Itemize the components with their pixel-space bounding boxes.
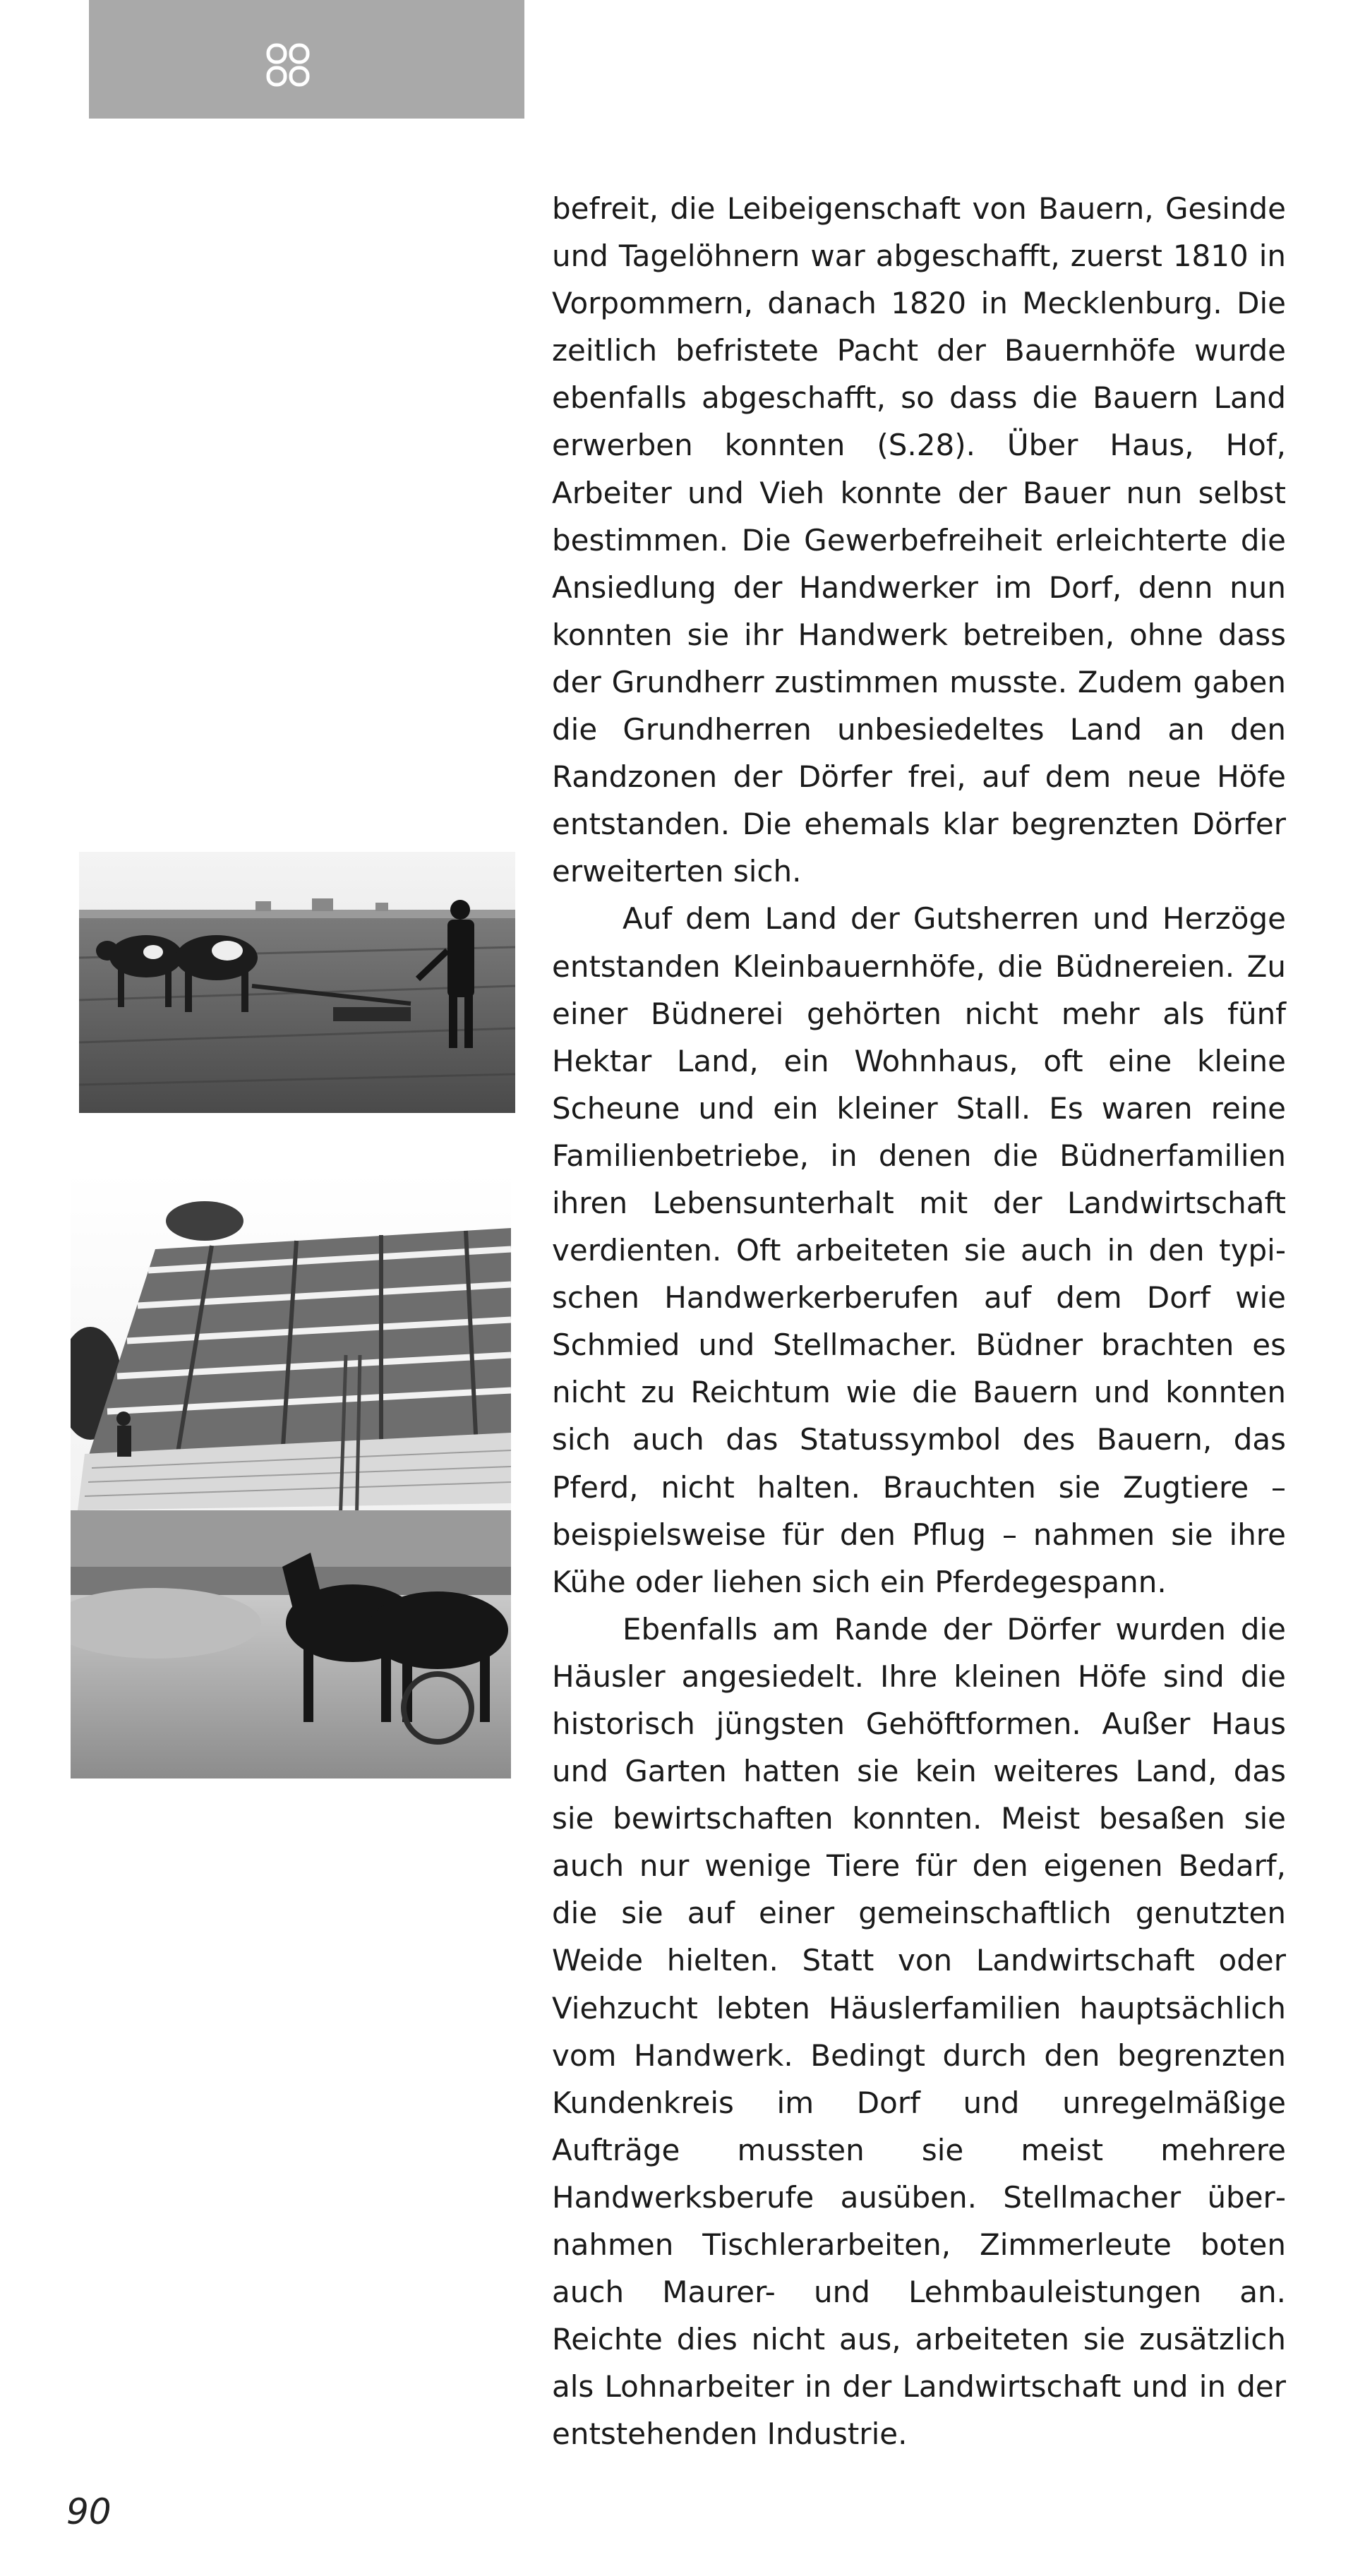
photo-thatched-roof-with-horses — [71, 1172, 511, 1778]
paragraph-3: Ebenfalls am Rande der Dörfer wurden die Häusler angesiedelt. Ihre kleinen Höfe sind die historisch jüngsten Gehöftformen. Außer Haus und Garten hatten sie kein weiteres Land, das sie bewirtschaften konnten. Meist besaßen sie auch nur wenige Tiere für den eigenen Bedarf, die sie auf einer gemeinschaftlich genutzten Weide hielten. Statt von Landwirtschaft oder Viehzucht lebten Häuslerfamilien hauptsächlich vom Handwerk. Bedingt durch den begrenzten Kundenkreis im Dorf und unregelmäßige Aufträge mussten sie meist mehrere Handwerksberufe ausüben. Stellmacher übernahmen Tischlerarbeiten, Zimmerleute boten auch Maurer- und Lehmbauleistungen an. Reichte dies nicht aus, arbeiteten sie zusätzlich als Lohnarbeiter in der Landwirtschaft und in der entstehenden Industrie. — [552, 1611, 1286, 2452]
body-text — [552, 185, 1286, 2458]
page-number: 90 — [66, 2491, 112, 2532]
quatrefoil-icon — [264, 41, 312, 89]
header-bar — [89, 0, 524, 119]
paragraph-1: befreit, die Leibeigenschaft von Bauern, Gesinde und Tagelöhnern war abgeschafft, zuerst 1810 in Vorpommern, danach 1820 in Mecklenburg. Die zeitlich befristete Pacht der Bauernhöfe wurde ebenfalls abgeschafft, so dass die Bauern Land erwerben konnten (S.28). Über Haus, Hof, Arbeiter und Vieh konnte der Bauer nun selbst bestimmen. Die Gewerbefreiheit erleichterte die Ansiedlung der Handwerker im Dorf, denn nun konnten sie ihr Handwerk betreiben, ohne dass der Grundherr zustimmen musste. Zudem gaben die Grundherren unbesiedeltes Land an den Randzonen der Dörfer frei, auf dem neue Höfe entstanden. Die ehemals klar begrenzten Dörfer erweiterten sich. — [552, 191, 1286, 889]
photo-ploughing-with-cows — [79, 852, 515, 1113]
paragraph-2: Auf dem Land der Gutsherren und Herzöge entstanden Kleinbauernhöfe, die Büdnereien. Zu einer Büdnerei gehörten nicht mehr als fünf Hektar Land, ein Wohnhaus, oft eine kleine Scheune und ein kleiner Stall. Es waren reine Familienbetriebe, in denen die Büdnerfamilien ihren Lebensunterhalt mit der Landwirtschaft verdienten. Oft arbeiteten sie auch in den typischen Handwerkerberufen auf dem Dorf wie Schmied und Stellmacher. Büdner brachten es nicht zu Reichtum wie die Bauern und konnten sich auch das Statussymbol des Bauern, das Pferd, nicht halten. Brauchten sie Zugtiere – beispielsweise für den Pflug – nahmen sie ihre Kühe oder liehen sich ein Pferdegespann. — [552, 901, 1286, 1599]
